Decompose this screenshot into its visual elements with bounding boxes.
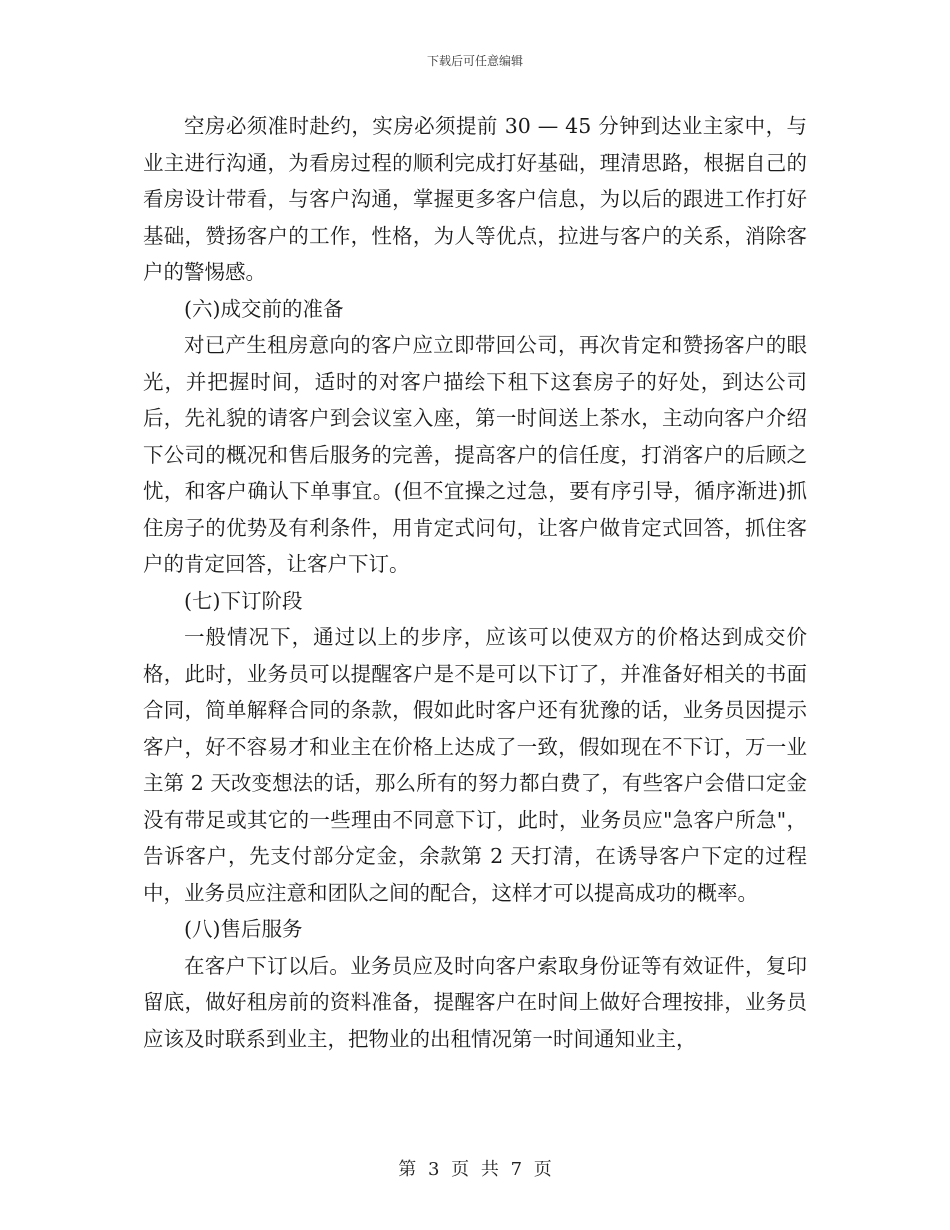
paragraph-after-sales: 在客户下订以后。业务员应及时向客户索取身份证等有效证件，复印留底，做好租房前的资料准备，提醒客户在时间上做好合理按排，业务员应该及时联系到业主，把物业的出租情况第一时间通知业主， xyxy=(143,953,807,1051)
paragraph-viewing: 空房必须准时赴约，实房必须提前 30 — 45 分钟到达业主家中，与业主进行沟通，为看房过程的顺利完成打好基础，理清思路，根据自己的看房设计带看，与客户沟通，掌握更多客户信息，为以后的跟进工作打好基础，赞扬客户的工作，性格，为人等优点，拉进与客户的关系，消除客户的警惕感。 xyxy=(143,114,807,284)
page-header: 下载后可任意编辑 xyxy=(426,54,523,68)
page-number: 第 3 页 共 7 页 xyxy=(398,1159,552,1180)
section-heading-7: (七)下订阶段 xyxy=(184,588,303,613)
paragraph-deposit: 一般情况下，通过以上的步序，应该可以使双方的价格达到成交价格，此时，业务员可以提醒客户是不是可以下订了，并准备好相关的书面合同，简单解释合同的条款，假如此时客户还有犹豫的话，业务员因提示客户，好不容易才和业主在价格上达成了一致，假如现在不下订，万一业主第 2 天改变想法的话，那么所有的努力都白费了，有些客户会借口定金没有带足或其它的一些理由不同意下订，此时，业务员应"急客户所急"，告诉客户，先支付部分定金，余款第 2 天打清，在诱导客户下定的过程中，业务员应注意和团队之间的配合，这样才可以提高成功的概率。 xyxy=(143,625,807,905)
paragraph-pre-deal: 对已产生租房意向的客户应立即带回公司，再次肯定和赞扬客户的眼光，并把握时间，适时的对客户描绘下租下这套房子的好处，到达公司后，先礼貌的请客户到会议室入座，第一时间送上茶水，主动向客户介绍下公司的概况和售后服务的完善，提高客户的信任度，打消客户的后顾之忧，和客户确认下单事宜。(但不宜操之过急，要有序引导，循序渐进)抓住房子的优势及有利条件，用肯定式问句，让客户做肯定式回答，抓住客户的肯定回答，让客户下订。 xyxy=(143,333,807,576)
section-heading-6: (六)成交前的准备 xyxy=(184,296,344,321)
section-heading-8: (八)售后服务 xyxy=(184,917,303,941)
document-body xyxy=(143,108,807,1057)
